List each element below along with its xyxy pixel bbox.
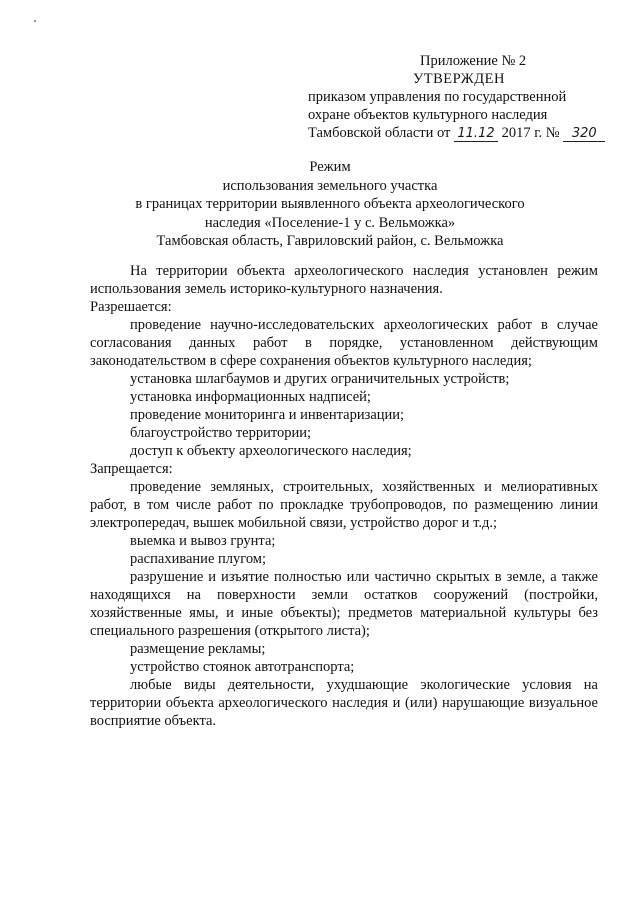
- allowed-item: установка шлагбаумов и других ограничительных устройств;: [130, 371, 510, 387]
- forbidden-heading: Запрещается:: [90, 461, 173, 477]
- title-line-5: Тамбовская область, Гавриловский район, с. Вельможка: [156, 233, 504, 249]
- forbidden-item: размещение рекламы;: [130, 641, 266, 657]
- approved-label: УТВЕРЖДЕН: [413, 71, 505, 87]
- forbidden-item: устройство стоянок автотранспорта;: [130, 659, 355, 675]
- order-year-number-label: 2017 г. №: [498, 125, 564, 141]
- scan-speck: [34, 20, 36, 22]
- forbidden-item: выемка и вывоз грунта;: [130, 533, 276, 549]
- order-line-2: охране объектов культурного наследия: [308, 107, 548, 123]
- document-title: [60, 158, 600, 251]
- handwritten-date: 11.12: [454, 127, 498, 142]
- forbidden-item: разрушение и изъятие полностью или частично скрытых в земле, а также находящихся на поверхности земли остатков сооружений (постройки, хозяйственные ямы, и иные объекты); предметов материальной культуры без специального разрешения (открытого листа);: [90, 569, 598, 639]
- order-region-prefix: Тамбовской области от: [308, 125, 454, 141]
- order-line-3: [308, 124, 608, 142]
- forbidden-item: любые виды деятельности, ухудшающие экологические условия на территории объекта археологического наследия и (или) нарушающие визуальное восприятие объекта.: [90, 677, 598, 729]
- title-line-4: наследия «Поселение-1 у с. Вельможка»: [204, 214, 456, 231]
- title-line-2: использования земельного участка: [222, 177, 438, 194]
- allowed-item: установка информационных надписей;: [130, 389, 371, 405]
- title-line-1: Режим: [309, 159, 351, 175]
- allowed-item: проведение мониторинга и инвентаризации;: [130, 407, 405, 423]
- annex-number: Приложение № 2: [420, 53, 527, 69]
- order-line-1: приказом управления по государственной: [308, 89, 567, 105]
- allowed-item: благоустройство территории;: [130, 425, 312, 441]
- forbidden-item: проведение земляных, строительных, хозяйственных и мелиоративных работ, в том числе работ по прокладке трубопроводов, по размещению линии электропередач, вышек мобильной связи, устройство дорог и т.д.;: [90, 479, 598, 531]
- title-line-3: в границах территории выявленного объекта археологического: [135, 196, 525, 212]
- allowed-item: доступ к объекту археологического наследия;: [130, 443, 412, 459]
- forbidden-item: распахивание плугом;: [130, 551, 267, 567]
- document-body: [90, 262, 598, 730]
- allowed-item: проведение научно-исследовательских археологических работ в случае согласования данных работ в порядке, установленном действующим законодательством в сфере сохранения объектов культурного наследия;: [90, 317, 598, 369]
- handwritten-order-number: 320: [563, 127, 605, 142]
- intro-paragraph: На территории объекта археологического наследия установлен режим использования земель историко-культурного назначения.: [90, 263, 598, 297]
- approval-stamp-block: [308, 52, 608, 142]
- allowed-heading: Разрешается:: [90, 299, 172, 315]
